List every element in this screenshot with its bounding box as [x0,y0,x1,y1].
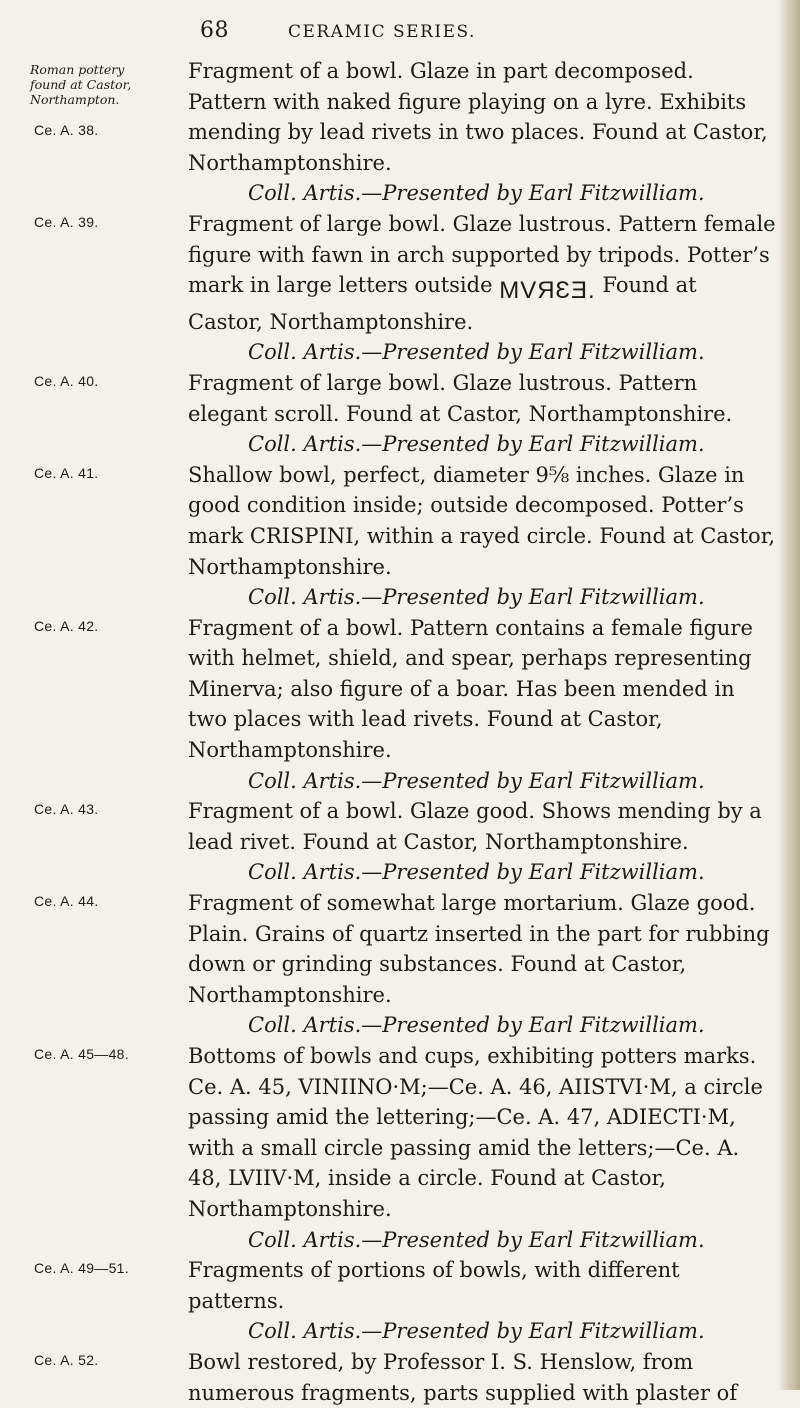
entry-description: Fragment of large bowl. Glaze lustrous. Pattern elegant scroll. Found at Castor, Northamptonshire. [188,370,733,426]
running-head: CERAMIC SERIES. [288,22,476,42]
catalogue-entry [0,888,800,1041]
entry-reference: Ce. A. 41. [34,464,99,481]
entry-reference: Ce. A. 43. [34,801,99,818]
entry-credit: Coll. Artis.—Presented by Earl Fitzwilliam. [248,1227,705,1252]
entry-reference: Ce. A. 44. [34,893,99,910]
entry-description: Fragments of portions of bowls, with different patterns. [188,1258,680,1313]
entry-reference: Ce. A. 52. [34,1351,99,1368]
catalogue-entries [0,56,800,1408]
entry-description: Bottoms of bowls and cups, exhibiting potters marks. Ce. A. 45, VINIINO·M;—Ce. A. 46, AIISTVI·M, a circle passing amid the lettering;—Ce. A. 47, ADIECTI·M, with a small circle passing amid the letters;—Ce. A. 48, LVIIV·M, inside a circle. Found at Castor, Northamptonshire. [188,1044,763,1221]
entry-reference: Ce. A. 39. [34,213,99,230]
catalogue-entry [0,1347,800,1408]
entry-credit: Coll. Artis.—Presented by Earl Fitzwilliam. [248,432,705,457]
entry-description: Fragment of somewhat large mortarium. Glaze good. Plain. Grains of quartz inserted in the part for rubbing down or grinding substances. Found at Castor, Northamptonshire. [188,891,770,1007]
side-caption: Roman pottery found at Castor, Northampton. [30,62,132,107]
entry-credit: Coll. Artis.—Presented by Earl Fitzwilliam. [248,1013,705,1038]
entry-reference: Ce. A. 45—48. [34,1046,129,1062]
entry-credit: Coll. Artis.—Presented by Earl Fitzwilliam. [248,860,705,885]
entry-description: Fragment of a bowl. Glaze good. Shows mending by a lead rivet. Found at Castor, Northamptonshire. [188,799,762,854]
catalogue-entry [0,1041,800,1255]
catalogue-entry [0,1255,800,1347]
entry-reference: Ce. A. 42. [34,617,99,634]
entry-description: Shallow bowl, perfect, diameter 9⅝ inches. Glaze in good condition inside; outside decomposed. Potter’s mark CRISPINI, within a rayed circle. Found at Castor, Northamptonshire. [188,462,776,579]
entry-text-after-mark: Found at Castor, Northamptonshire. [188,273,697,334]
catalogue-entry [0,368,800,460]
catalogue-entry [0,460,800,613]
entry-description: Fragment of a bowl. Pattern contains a female figure with helmet, shield, and spear, perhaps representing Minerva; also figure of a boar. Has been mended in two places with lead rivets. Found at Castor, Northamptonshire. [188,615,753,763]
entry-credit: Coll. Artis.—Presented by Earl Fitzwilliam. [248,340,705,365]
entry-description: Bowl restored, by Professor I. S. Henslow, from numerous fragments, parts supplied with plaster of [188,1349,738,1405]
page-number: 68 [200,18,229,43]
entry-description: Fragment of a bowl. Glaze in part decomposed. Pattern with naked figure playing on a lyre. Exhibits mending by lead rivets in two places. Found at Castor, Northamptonshire. [188,59,768,175]
entry-description [188,209,778,337]
entry-credit: Coll. Artis.—Presented by Earl Fitzwilliam. [248,1319,705,1344]
entry-reference: Ce. A. 49—51. [34,1260,129,1277]
catalogue-entry [0,56,800,209]
catalogue-entry [0,209,800,368]
catalogue-entry [0,796,800,888]
catalogue-entry [0,613,800,797]
potter-mark: MVЯƐƎ. [499,277,596,305]
entry-credit: Coll. Artis.—Presented by Earl Fitzwilliam. [248,585,705,610]
entry-reference: Ce. A. 38. [34,122,99,138]
entry-credit: Coll. Artis.—Presented by Earl Fitzwilliam. [248,768,705,793]
entry-credit: Coll. Artis.—Presented by Earl Fitzwilliam. [248,181,705,206]
entry-text-before-mark: Fragment of large bowl. Glaze lustrous. Pattern female figure with fawn in arch supported by tripods. Potter’s mark in large letters outside [188,211,776,298]
entry-reference: Ce. A. 40. [34,372,99,389]
